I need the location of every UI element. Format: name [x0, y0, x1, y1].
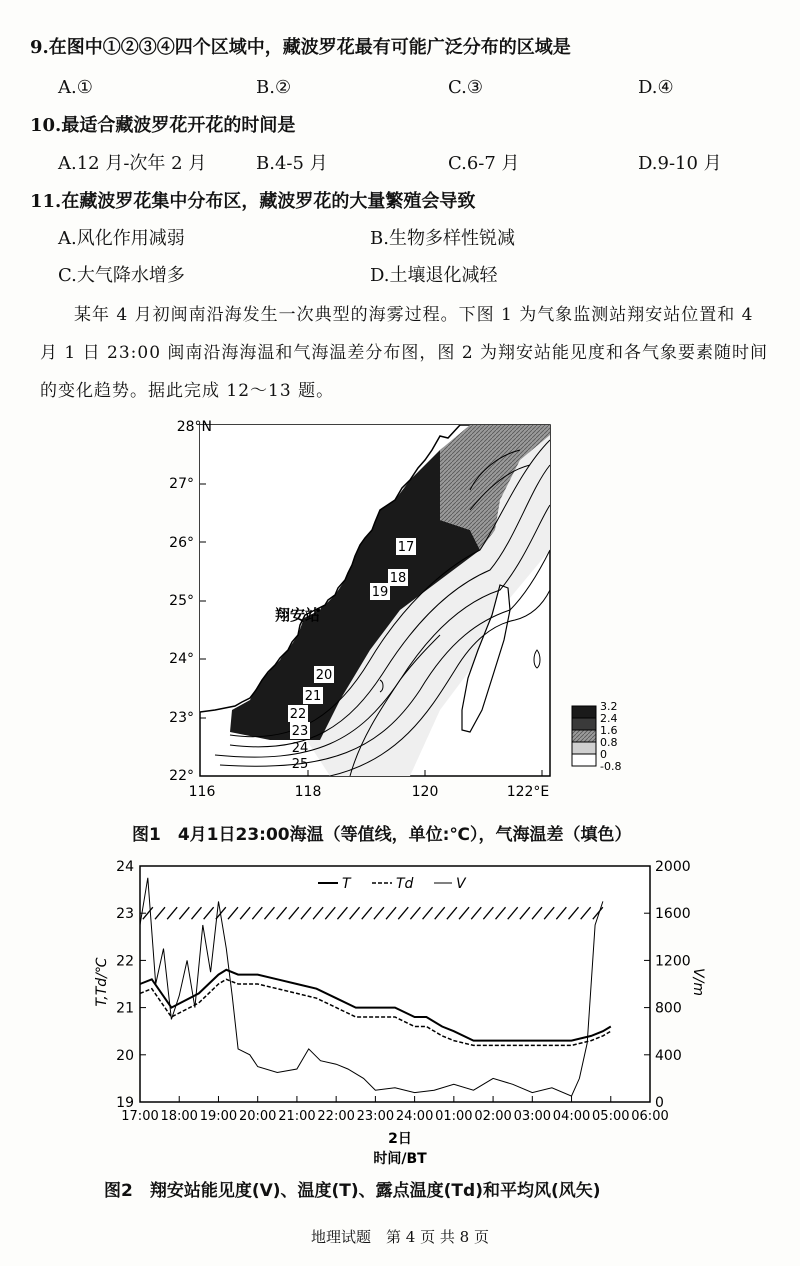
legend-T: T — [342, 876, 351, 892]
legend-label-0-8: 0.8 — [600, 736, 618, 749]
question-11-option-a[interactable]: A.风化作用减弱 — [58, 228, 185, 249]
y-tick-label: 20 — [116, 1047, 134, 1064]
intro-paragraph: 某年 4 月初闽南沿海发生一次典型的海雾过程。下图 1 为气象监测站翔安站位置和 4 月 1 日 23:00 闽南沿海海温和气海温差分布图，图 2 为翔安站能见度和各气象要素随时间的变化趋势。据此完成 12～13 题。 — [40, 305, 769, 401]
contour-label-23: 23 — [291, 724, 309, 739]
contour-label-25: 25 — [291, 757, 309, 772]
map-y-tick-28: 28°N — [176, 419, 212, 435]
contour-label-18: 18 — [389, 571, 407, 586]
legend-label-1-6: 1.6 — [600, 724, 618, 737]
map-x-tick-116: 116 — [188, 784, 216, 800]
legend-label-0: 0 — [600, 748, 607, 761]
contour-label-19: 19 — [371, 585, 389, 600]
figure-1-caption: 图1 4月1日23:00海温（等值线，单位:℃），气海温差（填色） — [132, 825, 632, 845]
legend-V: V — [456, 876, 466, 892]
y-tick-label: 21 — [116, 1000, 134, 1017]
question-10-option-a[interactable]: A.12 月-次年 2 月 — [58, 153, 207, 174]
question-9-option-d[interactable]: D.④ — [638, 77, 674, 98]
figure-1-map — [0, 410, 800, 830]
y-tick-label: 19 — [116, 1095, 134, 1111]
x-tick-label: 01:00 — [435, 1109, 473, 1124]
y-tick-label: 23 — [116, 906, 134, 923]
x-tick-label: 22:00 — [317, 1109, 355, 1124]
y2-tick-label: 0 — [655, 1095, 664, 1111]
contour-label-21: 21 — [304, 689, 322, 704]
x-tick-label: 21:00 — [278, 1109, 316, 1124]
x-axis-label: 时间/BT — [373, 1151, 427, 1167]
x-tick-label: 03:00 — [513, 1109, 552, 1124]
map-y-tick-27: 27° — [169, 476, 194, 492]
legend-label-3-2: 3.2 — [600, 700, 618, 713]
figure-2-caption: 图2 翔安站能见度(V)、温度(T)、露点温度(Td)和平均风(风矢) — [104, 1181, 601, 1201]
question-9-option-c[interactable]: C.③ — [448, 77, 483, 98]
y-tick-label: 22 — [116, 953, 134, 970]
x-tick-label: 06:00 — [631, 1109, 669, 1124]
map-y-tick-23: 23° — [169, 710, 194, 726]
y-axis-label: T,Td/℃ — [94, 957, 110, 1007]
map-x-tick-122: 122°E — [506, 784, 550, 800]
question-10-option-c[interactable]: C.6-7 月 — [448, 153, 520, 174]
map-x-tick-120: 120 — [411, 784, 439, 800]
legend-Td: Td — [396, 876, 414, 892]
chart-plot-frame — [140, 866, 650, 1102]
contour-label-20: 20 — [315, 668, 333, 683]
question-10-stem: 10.最适合藏波罗花开花的时间是 — [30, 115, 296, 136]
x-tick-label: 04:00 — [552, 1109, 591, 1124]
y2-tick-label: 800 — [655, 1000, 682, 1017]
map-y-tick-24: 24° — [169, 651, 194, 667]
question-11-option-c[interactable]: C.大气降水增多 — [58, 265, 185, 286]
question-11-option-d[interactable]: D.土壤退化减轻 — [370, 265, 498, 286]
question-11-stem: 11.在藏波罗花集中分布区，藏波罗花的大量繁殖会导致 — [30, 191, 476, 212]
color-legend — [572, 700, 621, 773]
legend-label-neg-0-8: -0.8 — [600, 760, 622, 773]
station-label: 翔安站 — [275, 606, 321, 624]
page-footer: 地理试题 第 4 页 共 8 页 — [311, 1228, 489, 1246]
question-10-option-d[interactable]: D.9-10 月 — [638, 153, 722, 174]
x-tick-label: 05:00 — [592, 1109, 630, 1124]
y-tick-label: 24 — [116, 859, 134, 875]
contour-label-22: 22 — [289, 707, 307, 722]
x-tick-label: 20:00 — [238, 1109, 277, 1124]
x-tick-label: 23:00 — [356, 1109, 395, 1124]
x-axis-sublabel: 2日 — [388, 1131, 412, 1147]
legend-label-2-4: 2.4 — [600, 712, 618, 725]
x-tick-label: 02:00 — [474, 1109, 512, 1124]
x-tick-label: 17:00 — [121, 1109, 159, 1124]
x-tick-label: 18:00 — [160, 1109, 198, 1124]
y2-tick-label: 2000 — [655, 859, 691, 875]
x-tick-label: 24:00 — [395, 1109, 434, 1124]
map-y-tick-25: 25° — [169, 593, 194, 609]
question-11-option-b[interactable]: B.生物多样性锐减 — [370, 228, 515, 249]
question-10-option-b[interactable]: B.4-5 月 — [256, 153, 328, 174]
x-tick-label: 19:00 — [199, 1109, 238, 1124]
contour-label-24: 24 — [291, 741, 309, 756]
map-y-tick-22: 22° — [169, 768, 194, 784]
y2-tick-label: 400 — [655, 1047, 682, 1064]
map-x-tick-118: 118 — [294, 784, 322, 800]
y2-axis-label: V/m — [690, 968, 706, 996]
question-9-option-b[interactable]: B.② — [256, 77, 292, 98]
map-y-tick-26: 26° — [169, 535, 194, 551]
y2-tick-label: 1200 — [655, 953, 691, 970]
question-9-stem: 9.在图中①②③④四个区域中，藏波罗花最有可能广泛分布的区域是 — [30, 37, 571, 58]
contour-label-17: 17 — [397, 540, 415, 555]
figure-2-chart — [0, 852, 800, 1172]
question-9-option-a[interactable]: A.① — [58, 77, 93, 98]
y2-tick-label: 1600 — [655, 906, 691, 923]
